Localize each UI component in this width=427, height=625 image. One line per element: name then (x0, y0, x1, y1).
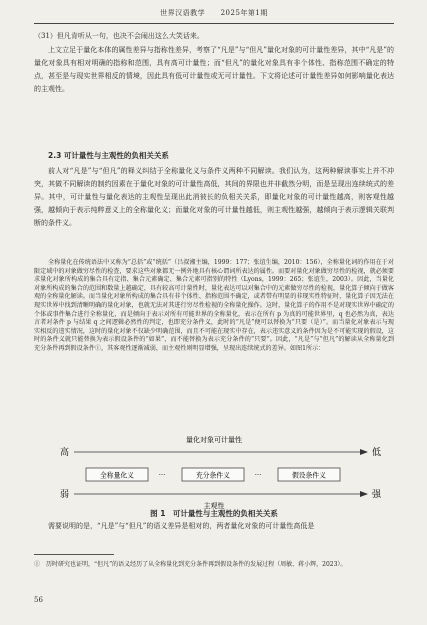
figure-left-bottom: 弱 (60, 490, 70, 500)
issue-label: 2025年第1期 (220, 9, 268, 17)
relation-figure (34, 342, 394, 512)
footnote-rule (34, 554, 114, 555)
figure-right-top: 低 (372, 448, 382, 458)
calculability-arrowhead (360, 449, 368, 455)
dots-2: ··· (254, 471, 262, 479)
body-paragraph-2: 全称量化在传统语法中又称为“总括”或“统括”（吕叔湘主编，1999：177；张谊生编，2010：156），全称量化词的作用在于对限定域中的对象做穷尽性的检查，要求这些对象都无一例外地具有核心谓词所表达的属性。而要对量化对象做穷尽性的检视，就必须要求量化对象所构成的集合具有定指、集合元素确定、集合元素可指别的特性（Lyons，1999：265；张谊生，2003）。因此，当量化对象所构成的集合的范围和数量上越确定，具有较高可计量性时，量化表达可以对集合中的元素做穷尽性的检视，量化算子倾向于做客观的全称量化解读。而当量化对象所构成的集合具有非个体性、指称范围不确定，或者带有明显的非现实性特征时，量化算子因无法在现实世界中找到清晰明确的量化对象，也就无法对其进行穷尽性检视的全称量化操作。这时，量化算子的作用不是对现实世界中确定的个体或事件集合进行全称量化，而是倾向于表示对所有可能世界的全称量化，表示在所有 p 为真的可能世界里，q 也必然为真，表达言者对条件 p 与结果 q 之间逻辑必然性的判定，也即充分条件义，此时的“凡是”便可以替换为“只要（是）”。而当量化对象表示与现实相反的违实情况，这时的量化对象不仅缺少明确范围，而且不可能在现实中存在，表示违实意义的条件因为是不可能实现的假设，这时的条件义就只能替换为表示假设条件的“如果”，而不能替换为表示充分条件的“只要”。因此，“凡是”与“但凡”的解读从全称量化到充分条件再到假设条件①，其客观性逐渐减弱，而主观性则明显增强，呈现出连续统式的差异。如图1所示： (34, 259, 394, 352)
subjectivity-arrowhead (360, 491, 368, 497)
running-header (34, 8, 394, 22)
intro-paragraph: 上文立足于量化本体的属性差异与指称性差异，考察了“凡是”与“但凡”量化对象的可计量性差异，其中“凡是”的量化对象具有相对明确的指称和范围，具有高可计量性；而“但凡”的量化对象具有非个体性、指称范围不确定的特点，甚至是与现实世界相反的情境，因此具有低可计量性或无可计量性。下文将论述可计量性差异如何影响量化表达的主观性。 (34, 46, 394, 94)
footnote: ① 历时研究也证明，“但凡”的语义经历了从全称量化到充分条件再到假设条件的发展过程（周敏、蒋小辉，2023）。 (34, 561, 347, 568)
figure-bottom-label: 主观性 (203, 502, 225, 510)
figure-left-top: 高 (60, 448, 70, 458)
box-sufficient-label: 充分条件义 (196, 471, 230, 480)
journal-name: 世界汉语教学 (160, 9, 206, 17)
closing-paragraph: 需要说明的是，“凡是”与“但凡”的语义差异是相对的，两者量化对象的可计量性高低是 (48, 522, 315, 530)
box-hypothetical-label: 假设条件义 (292, 471, 326, 480)
body-paragraph-1: 前人对“凡是”与“但凡”的释义纠结于全称量化义与条件义两种不同解读。我们认为，这两种解读事实上并不冲突，其做不同解读的制约因素在于量化对象的可计量性高低，其间的界限也并非截然分明，而是呈现出连续统式的差异。其中，可计量性与量化表达的主观性呈现出此消彼长的负相关关系，即量化对象的可计量性越高，则客观性越强，越倾向于表示纯粹意义上的全称量化义；而量化对象的可计量性越低，则主观性越强，越倾向于表示逻辑关联判断的条件义。 (34, 167, 394, 228)
section-heading: 2.3 可计量性与主观性的负相关关系 (48, 151, 169, 160)
figure-right-bottom: 强 (372, 490, 382, 500)
figure-top-label: 量化对象可计量性 (186, 436, 242, 444)
header-rule (34, 23, 394, 24)
dots-1: ··· (158, 471, 166, 479)
example-sentence: （31）但凡肯听从一句，也决不会闹出这么大笑话来。 (34, 32, 204, 40)
page-number: 56 (34, 596, 43, 604)
box-universal-label: 全称量化义 (100, 471, 134, 480)
figure-caption: 图 1 可计量性与主观性的负相关关系 (150, 509, 278, 518)
